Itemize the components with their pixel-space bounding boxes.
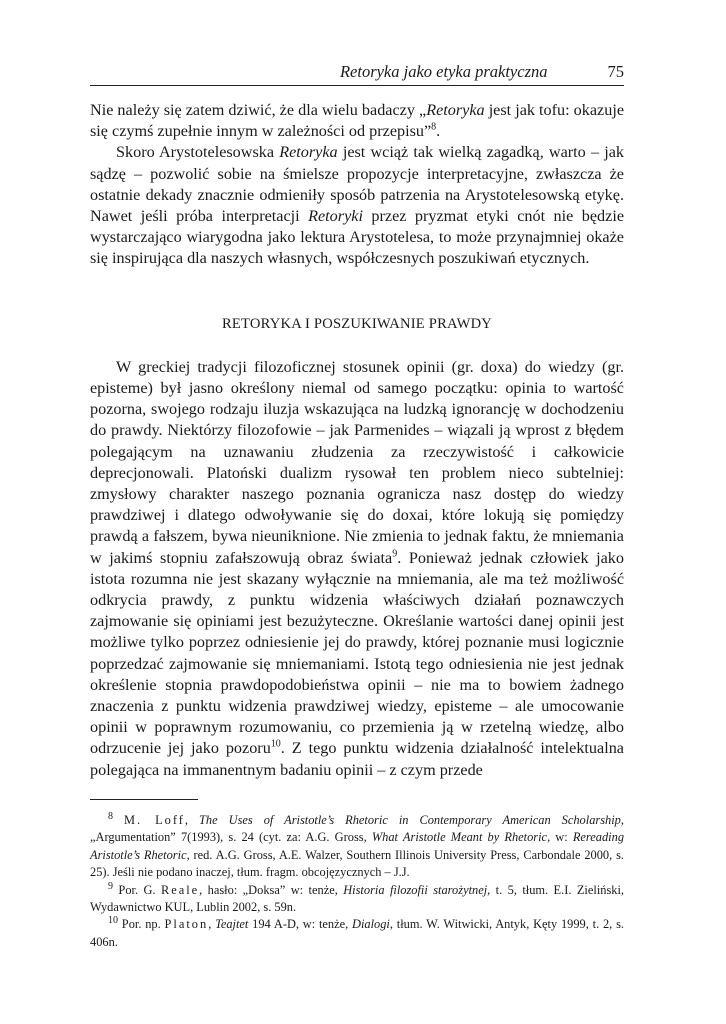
main-text [90, 100, 624, 781]
paragraph-2: Skoro Arystotelesowska Retoryka jest wciąż tak wielką zagadką, warto – jak sądzę – pozwolić sobie na śmielsze propozycje interpretacyjne, zwłaszcza że ostatnie dekady znacznie odmieniły sposób patrzenia na Arystotelesowską etykę. Nawet jeśli próba interpretacji Retoryki przez pryzmat etyki cnót nie będzie wystarczająco wiarygodna jako lektura Arystotelesa, to może przynajmniej okaże się inspirująca dla naszych własnych, współczesnych poszukiwań etycznych. [90, 143, 625, 268]
page-number: 75 [607, 62, 624, 81]
footnote-9: $^9$ Por. G. Reale, hasło: „Doksa” w: tenże, Historia filozofii starożytnej, t. 5, tłum. E.I. Zieliński, Wydawnictwo KUL, Lublin 2002, s. 59n. [90, 880, 625, 914]
running-header [90, 62, 624, 86]
footnote-ref-10[interactable]: 10 [270, 739, 281, 751]
paragraph-1: Nie należy się zatem dziwić, że dla wielu badaczy „Retoryka jest jak tofu: okazuje się czymś zupełnie innym w zależności od przepisu”$^8$. [90, 101, 624, 141]
footnote-8: $^8$ M. Loff, The Uses of Aristotle’s Rhetoric in Contemporary American Scholarship, „Argumentation” 7(1993), s. 24 (cyt. za: A.G. Gross, What Aristotle Meant by Rhetoric, w: Rereading Aristotle’s Rhetoric, red. A.G. Gross, A.E. Walzer, Southern Illinois University Press, Carbondale 2000, s. 25). Jeśli nie podano inaczej, tłum. fragm. obcojęzycznych – J.J. [90, 810, 625, 880]
book-page [90, 62, 624, 951]
footnotes [90, 812, 624, 951]
footnote-ref-9[interactable]: 9 [392, 548, 398, 560]
running-title: Retoryka jako etyka praktyczna [339, 62, 548, 81]
footnote-ref-8[interactable]: 8 [431, 121, 437, 133]
section-heading: RETORYKA I POSZUKIWANIE PRAWDY [221, 315, 493, 332]
paragraph-3: W greckiej tradycji filozoficznej stosunek opinii (gr. doxa) do wiedzy (gr. episteme) był jasno określony niemal od samego początku: opinia to wartość pozorna, swojego rodzaju iluzja wskazująca na ludzką ignorancję w dochodzeniu do prawdy. Niektórzy filozofowie – jak Parmenides – wiązali ją wprost z błędem polegającym na uznawaniu złudzenia za rzeczywistość i całkowicie deprecjonowali. Platoński dualizm rysował ten problem nieco subtelniej: zmysłowy charakter naszego poznania ogranicza nasz dostęp do wiedzy prawdziwej i dlatego odwoływanie się do doxai, które lokują się pomiędzy prawdą a fałszem, bywa nieuniknione. Nie zmienia to jednak faktu, że mniemania w jakimś stopniu zafałszowują obraz świata$^9$. Ponieważ jednak człowiek jako istota rozumna nie jest skazany wyłącznie na mniemania, ale ma też możliwość odkrycia prawdy, z punktu widzenia właściwych działań poznawczych zajmowanie się opiniami jest bezużyteczne. Określanie wartości danej opinii jest możliwe tylko poprzez odniesienie jej do prawdy, której poznanie musi logicznie poprzedzać zajmowanie się mniemaniami. Istotą tego odniesienia nie jest jednak określenie stopnia prawdopodobieństwa opinii – nie ma to bowiem żadnego znaczenia z punktu widzenia prawdziwej wiedzy, episteme – ale umocowanie opinii w poprawnym rozumowaniu, co przemienia ją w rzetelną wiedzę, albo odrzucenie jej jako pozoru$^{10}$. Z tego punktu widzenia działalność intelektualna polegająca na immanentnym badaniu opinii – z czym przede [90, 357, 624, 779]
footnote-divider [90, 799, 198, 800]
footnote-10: $^{10}$ Por. np. Platon, Teajtet 194 A-D, w: tenże, Dialogi, tłum. W. Witwicki, Antyk, Kęty 1999, t. 2, s. 406n. [90, 915, 624, 949]
